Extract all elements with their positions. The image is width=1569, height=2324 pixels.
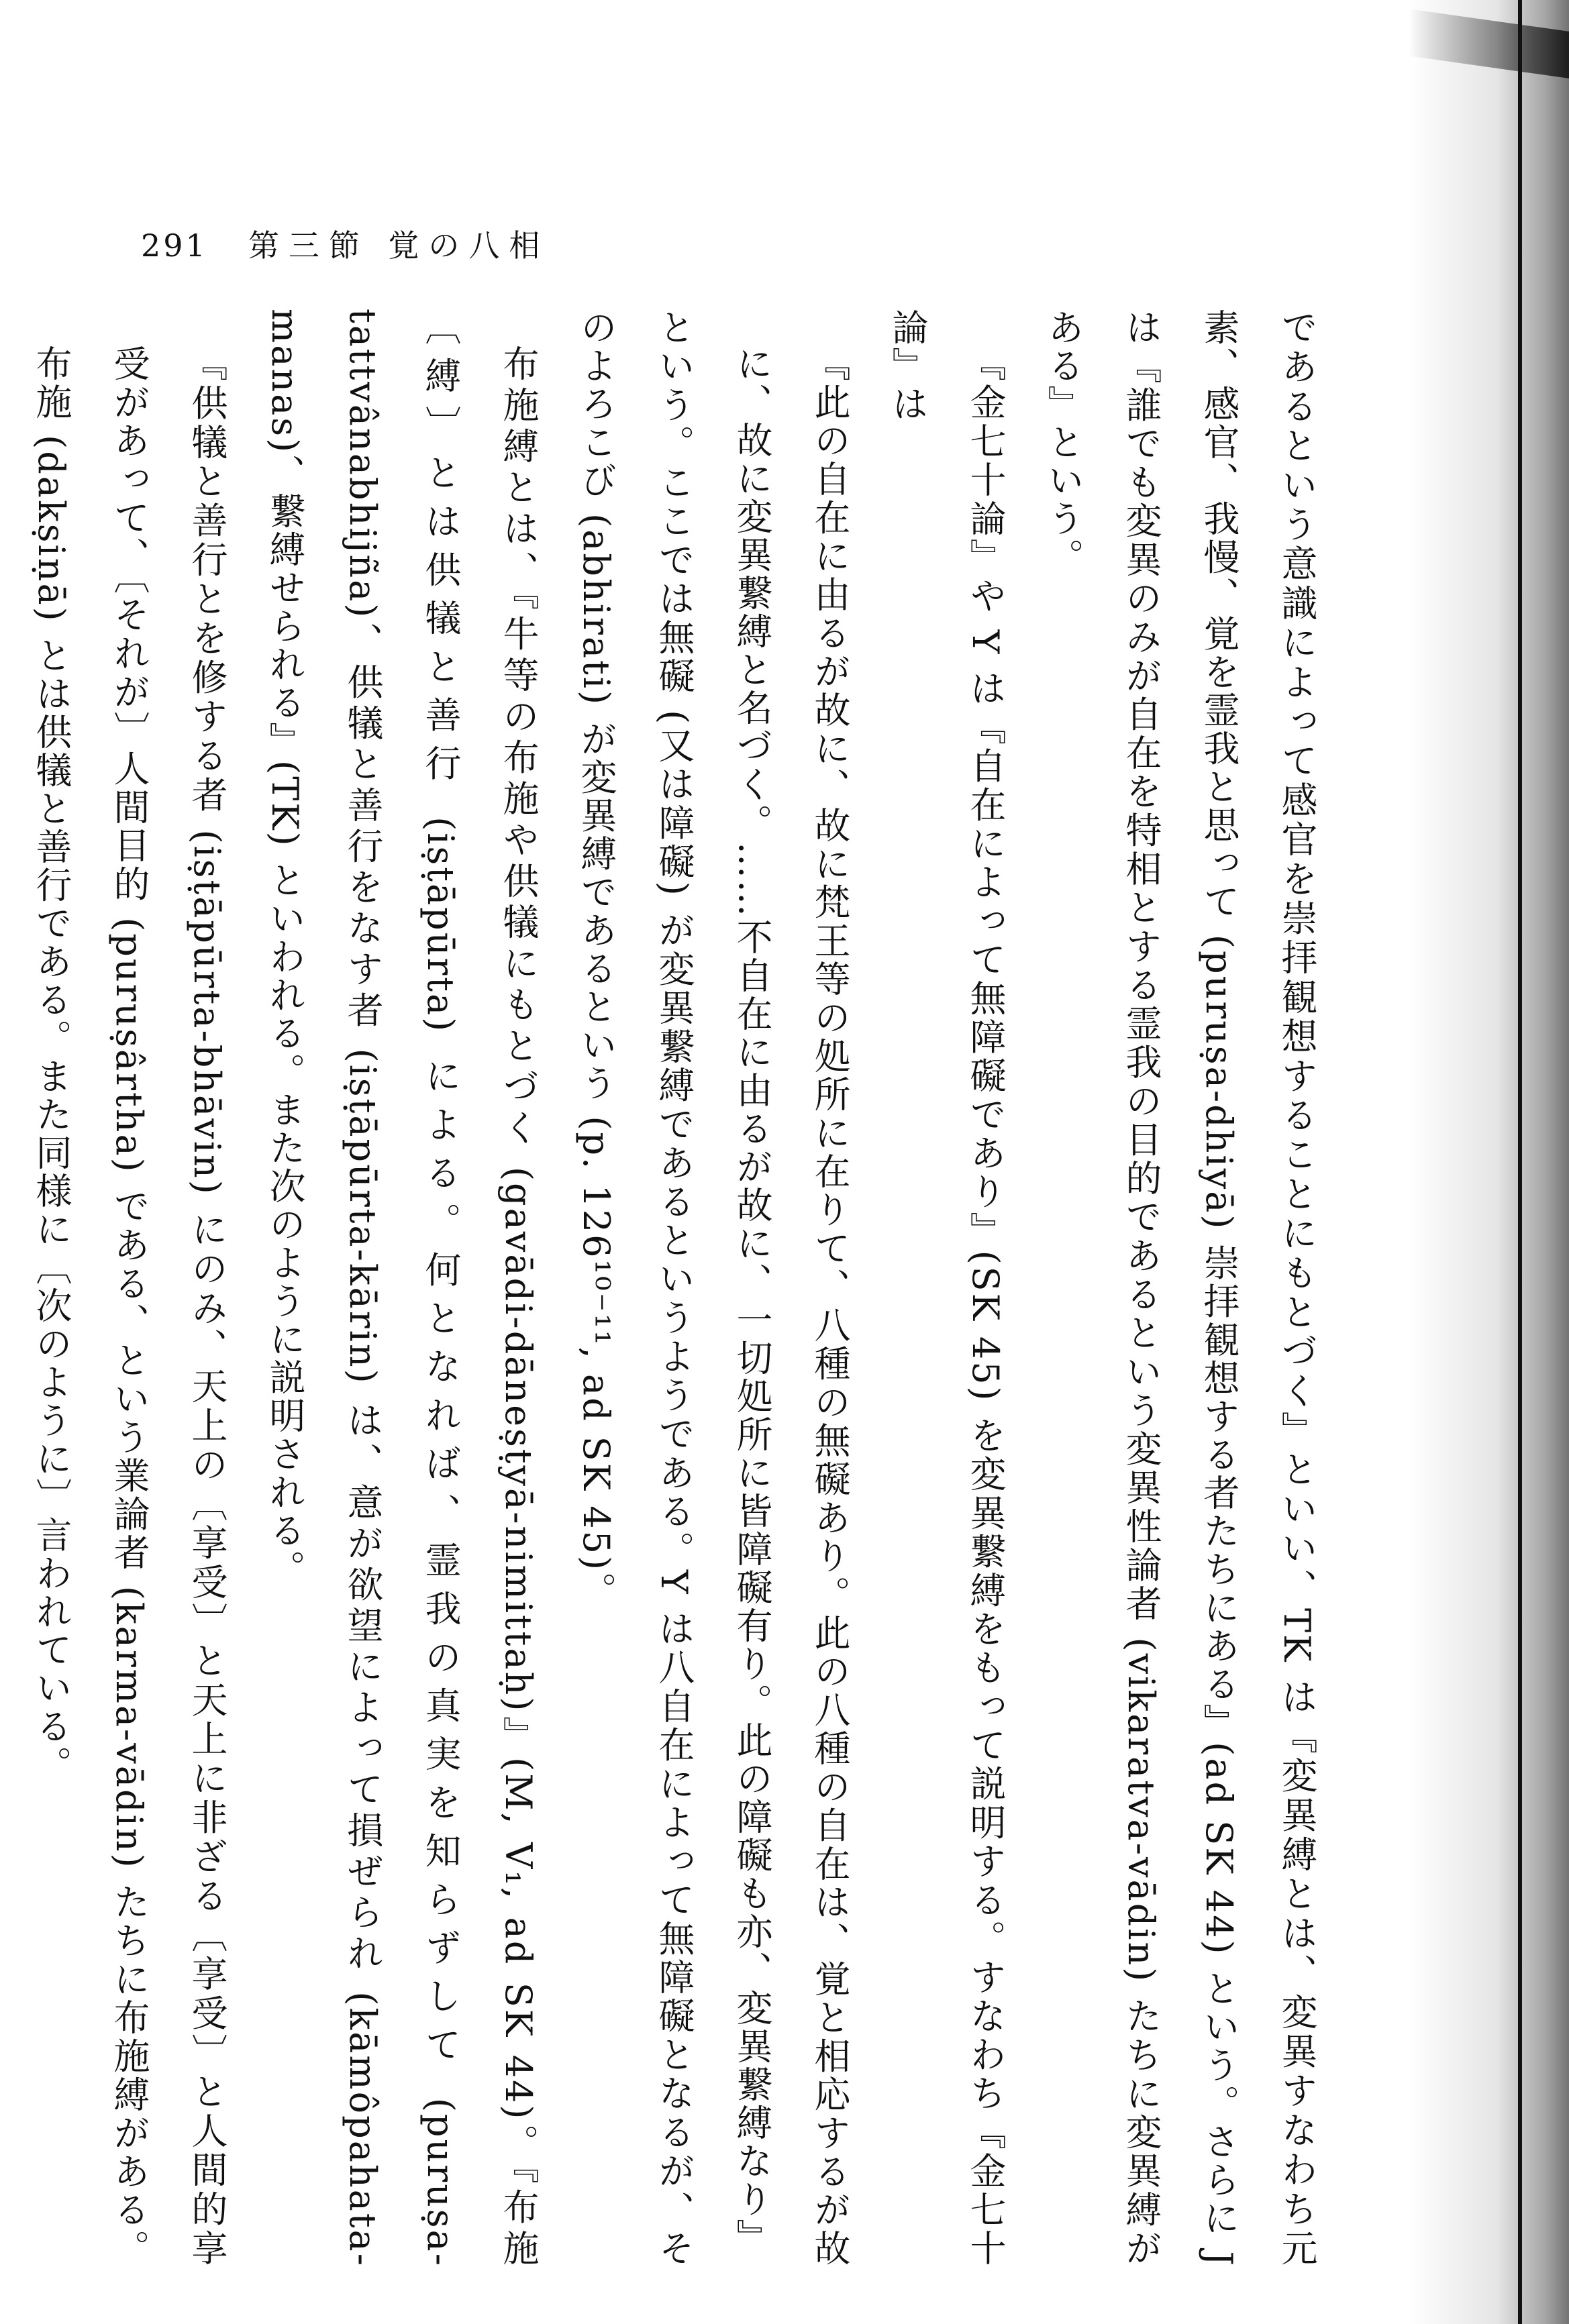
paragraph-2: 『金七十論』や Y は『自在によって無障礙であり』(SK 45) を変異繋縛をもって説明する。すなわち『金七十論』は xyxy=(887,309,1007,2268)
paragraph-1: であるという意識によって感官を崇拝観想することにもとづく』といい、TK は『変異縛とは、変異すなわち元素、感官、我慢、覚を霊我と思って (puruṣa-dhiyā) 崇拝観想する者たちにある』(ad SK 44) という。さらに J は『誰でも変異のみが自在を特相とする霊我の目的であるという変異性論者 (vikaratva-vādin) たちに変異縛がある』という。 xyxy=(1042,309,1318,2268)
page-edge-line xyxy=(1518,0,1522,2324)
page-edge-shadow xyxy=(1408,0,1569,2324)
vertical-body-text xyxy=(30,309,1335,2268)
quote-1: 『此の自在に由るが故に、故に梵王等の処所に在りて、八種の無礙あり。此の八種の自在は、覚と相応するが故に、故に変異繋縛と名づく。……不自在に由るが故に、一切処所に皆障礙有り。此の障礙も亦、変異繋縛なり』 xyxy=(731,345,851,2268)
page-number: 291 xyxy=(141,227,208,264)
running-header xyxy=(141,221,549,266)
paragraph-4: 布施縛とは、『牛等の布施や供犠にもとづく (gavādi-dāneṣṭyā-nimittaḥ)』(M, V₁, ad SK 44)。『布施〔縛〕とは供犠と善行 (iṣṭāpūrta) による。何となれば、霊我の真実を知らずして (puruṣa-tattvânabhijña)、供犠と善行をなす者 (iṣṭāpūrta-kārin) は、意が欲望によって損ぜられ (kāmôpahata-manas)、繋縛せられる』(TK) といわれる。また次のように説明される。 xyxy=(264,309,540,2268)
section-title: 第三節 覚の八相 xyxy=(248,227,550,264)
quote-2: 『供犠と善行とを修する者 (iṣṭāpūrta-bhāvin) にのみ、天上の〔享受〕と天上に非ざる〔享受〕と人間的享受があって、〔それが〕人間目的 (puruṣârtha) である、という業論者 (karma-vādin) たちに布施縛がある。布施 (dakṣiṇā) とは供犠と善行である。また同様に〔次のように〕言われている。 xyxy=(30,345,228,2268)
paragraph-3: という。ここでは無礙 (又は障礙) が変異繋縛であるというようである。Y は八自在によって無障礙となるが、そのよろこび (abhirati) が変異縛であるという (p. 126¹⁰⁻¹¹, ad SK 45)。 xyxy=(575,309,695,2268)
quote-3 xyxy=(0,309,12,2268)
